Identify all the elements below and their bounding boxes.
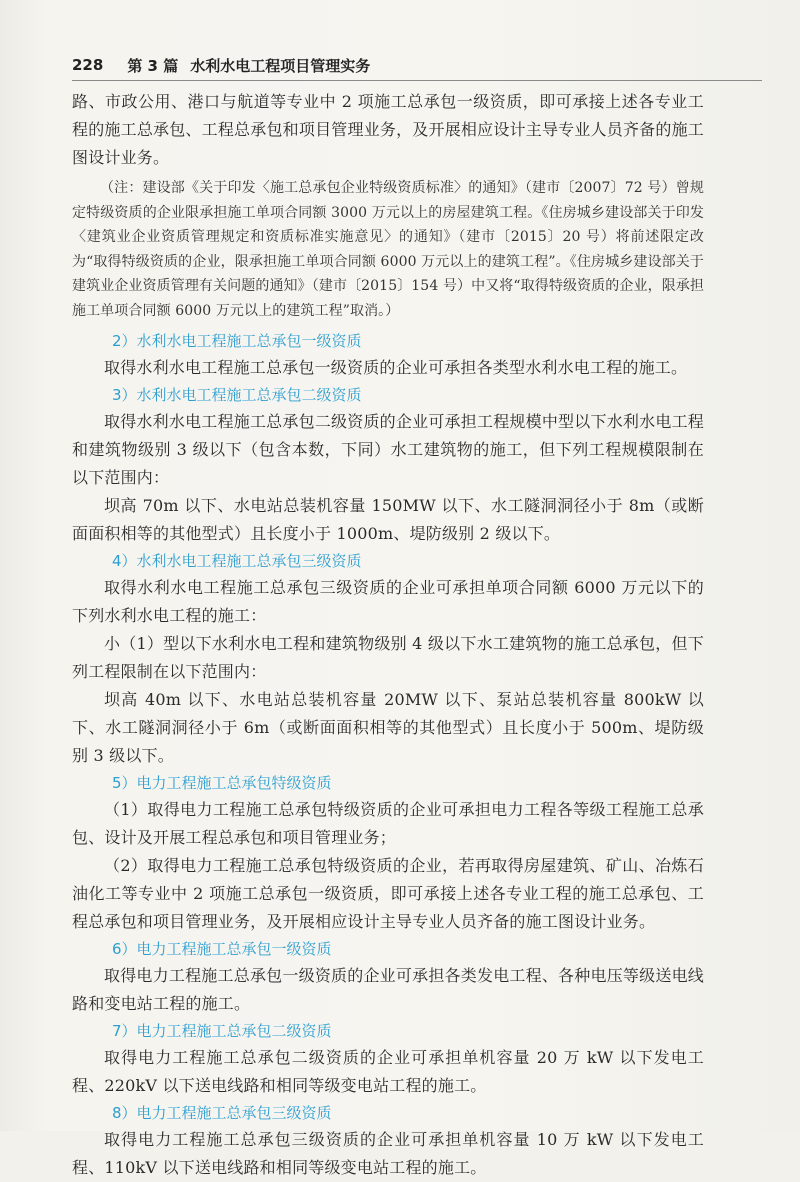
page-number: 228	[72, 56, 104, 74]
paragraph: （1）取得电力工程施工总承包特级资质的企业可承担电力工程各等级工程施工总承包、设计及开展工程总承包和项目管理业务；	[72, 799, 704, 847]
paragraph: 取得电力工程施工总承包一级资质的企业可承担各类发电工程、各种电压等级送电线路和变电站工程的施工。	[72, 965, 704, 1013]
subsection-heading: 3）水利水电工程施工总承包二级资质	[112, 385, 362, 404]
footnote-block: （注：建设部《关于印发〈施工总承包企业特级资质标准〉的通知》（建市〔2007〕72 号）曾规定特级资质的企业限承担施工单项合同额 3000 万元以上的房屋建筑工程。《住房城乡建设部关于印发〈建筑业企业资质管理规定和资质标准实施意见〉的通知》（建市〔2015〕20 号）将前述限定改为“取得特级资质的企业，限承担施工单项合同额 6000 万元以上的建筑工程”。《住房城乡建设部关于建筑业企业资质管理有关问题的通知》（建市〔2015〕154 号）中又将“取得特级资质的企业，限承担施工单项合同额 6000 万元以上的建筑工程”取消。）	[72, 180, 704, 319]
paragraph: 取得电力工程施工总承包三级资质的企业可承担单机容量 10 万 kW 以下发电工程、110kV 以下送电线路和相同等级变电站工程的施工。	[72, 1129, 704, 1177]
subsection-heading: 4）水利水电工程施工总承包三级资质	[112, 551, 362, 570]
header-divider	[72, 80, 762, 81]
body-text	[72, 88, 704, 1182]
paragraph: 取得水利水电工程施工总承包一级资质的企业可承担各类型水利水电工程的施工。	[104, 357, 688, 377]
paragraph: 取得水利水电工程施工总承包三级资质的企业可承担单项合同额 6000 万元以下的下列水利水电工程的施工：	[72, 577, 704, 625]
subsection-heading: 5）电力工程施工总承包特级资质	[112, 773, 332, 792]
part-label: 第 3 篇	[127, 56, 179, 75]
subsection-heading: 6）电力工程施工总承包一级资质	[112, 939, 332, 958]
paragraph: 坝高 70m 以下、水电站总装机容量 150MW 以下、水工隧洞洞径小于 8m（或断面面积相等的其他型式）且长度小于 1000m、堤防级别 2 级以下。	[72, 495, 704, 543]
chapter-title: 水利水电工程项目管理实务	[190, 56, 371, 75]
paragraph: 坝高 40m 以下、水电站总装机容量 20MW 以下、泵站总装机容量 800kW 以下、水工隧洞洞径小于 6m（或断面面积相等的其他型式）且长度小于 500m、堤防级别 3 级以下。	[72, 689, 704, 765]
paragraph: （2）取得电力工程施工总承包特级资质的企业，若再取得房屋建筑、矿山、冶炼石油化工等专业中 2 项施工总承包一级资质，即可承接上述各专业工程的施工总承包、工程总承包和项目管理业务，及开展相应设计主导专业人员齐备的施工图设计业务。	[72, 855, 704, 931]
paragraph: 小（1）型以下水利水电工程和建筑物级别 4 级以下水工建筑物的施工总承包，但下列工程限制在以下范围内：	[72, 633, 704, 681]
paragraph: 取得水利水电工程施工总承包二级资质的企业可承担工程规模中型以下水利水电工程和建筑物级别 3 级以下（包含本数，下同）水工建筑物的施工，但下列工程规模限制在以下范围内：	[72, 411, 704, 487]
subsection-heading: 7）电力工程施工总承包二级资质	[112, 1021, 332, 1040]
subsection-heading: 8）电力工程施工总承包三级资质	[112, 1103, 332, 1122]
paragraph: 取得电力工程施工总承包二级资质的企业可承担单机容量 20 万 kW 以下发电工程、220kV 以下送电线路和相同等级变电站工程的施工。	[72, 1047, 704, 1095]
subsection-heading: 2）水利水电工程施工总承包一级资质	[112, 331, 362, 350]
running-header	[72, 52, 762, 78]
paragraph-continuation: 路、市政公用、港口与航道等专业中 2 项施工总承包一级资质，即可承接上述各专业工程的施工总承包、工程总承包和项目管理业务，及开展相应设计主导专业人员齐备的施工图设计业务。	[72, 92, 704, 167]
